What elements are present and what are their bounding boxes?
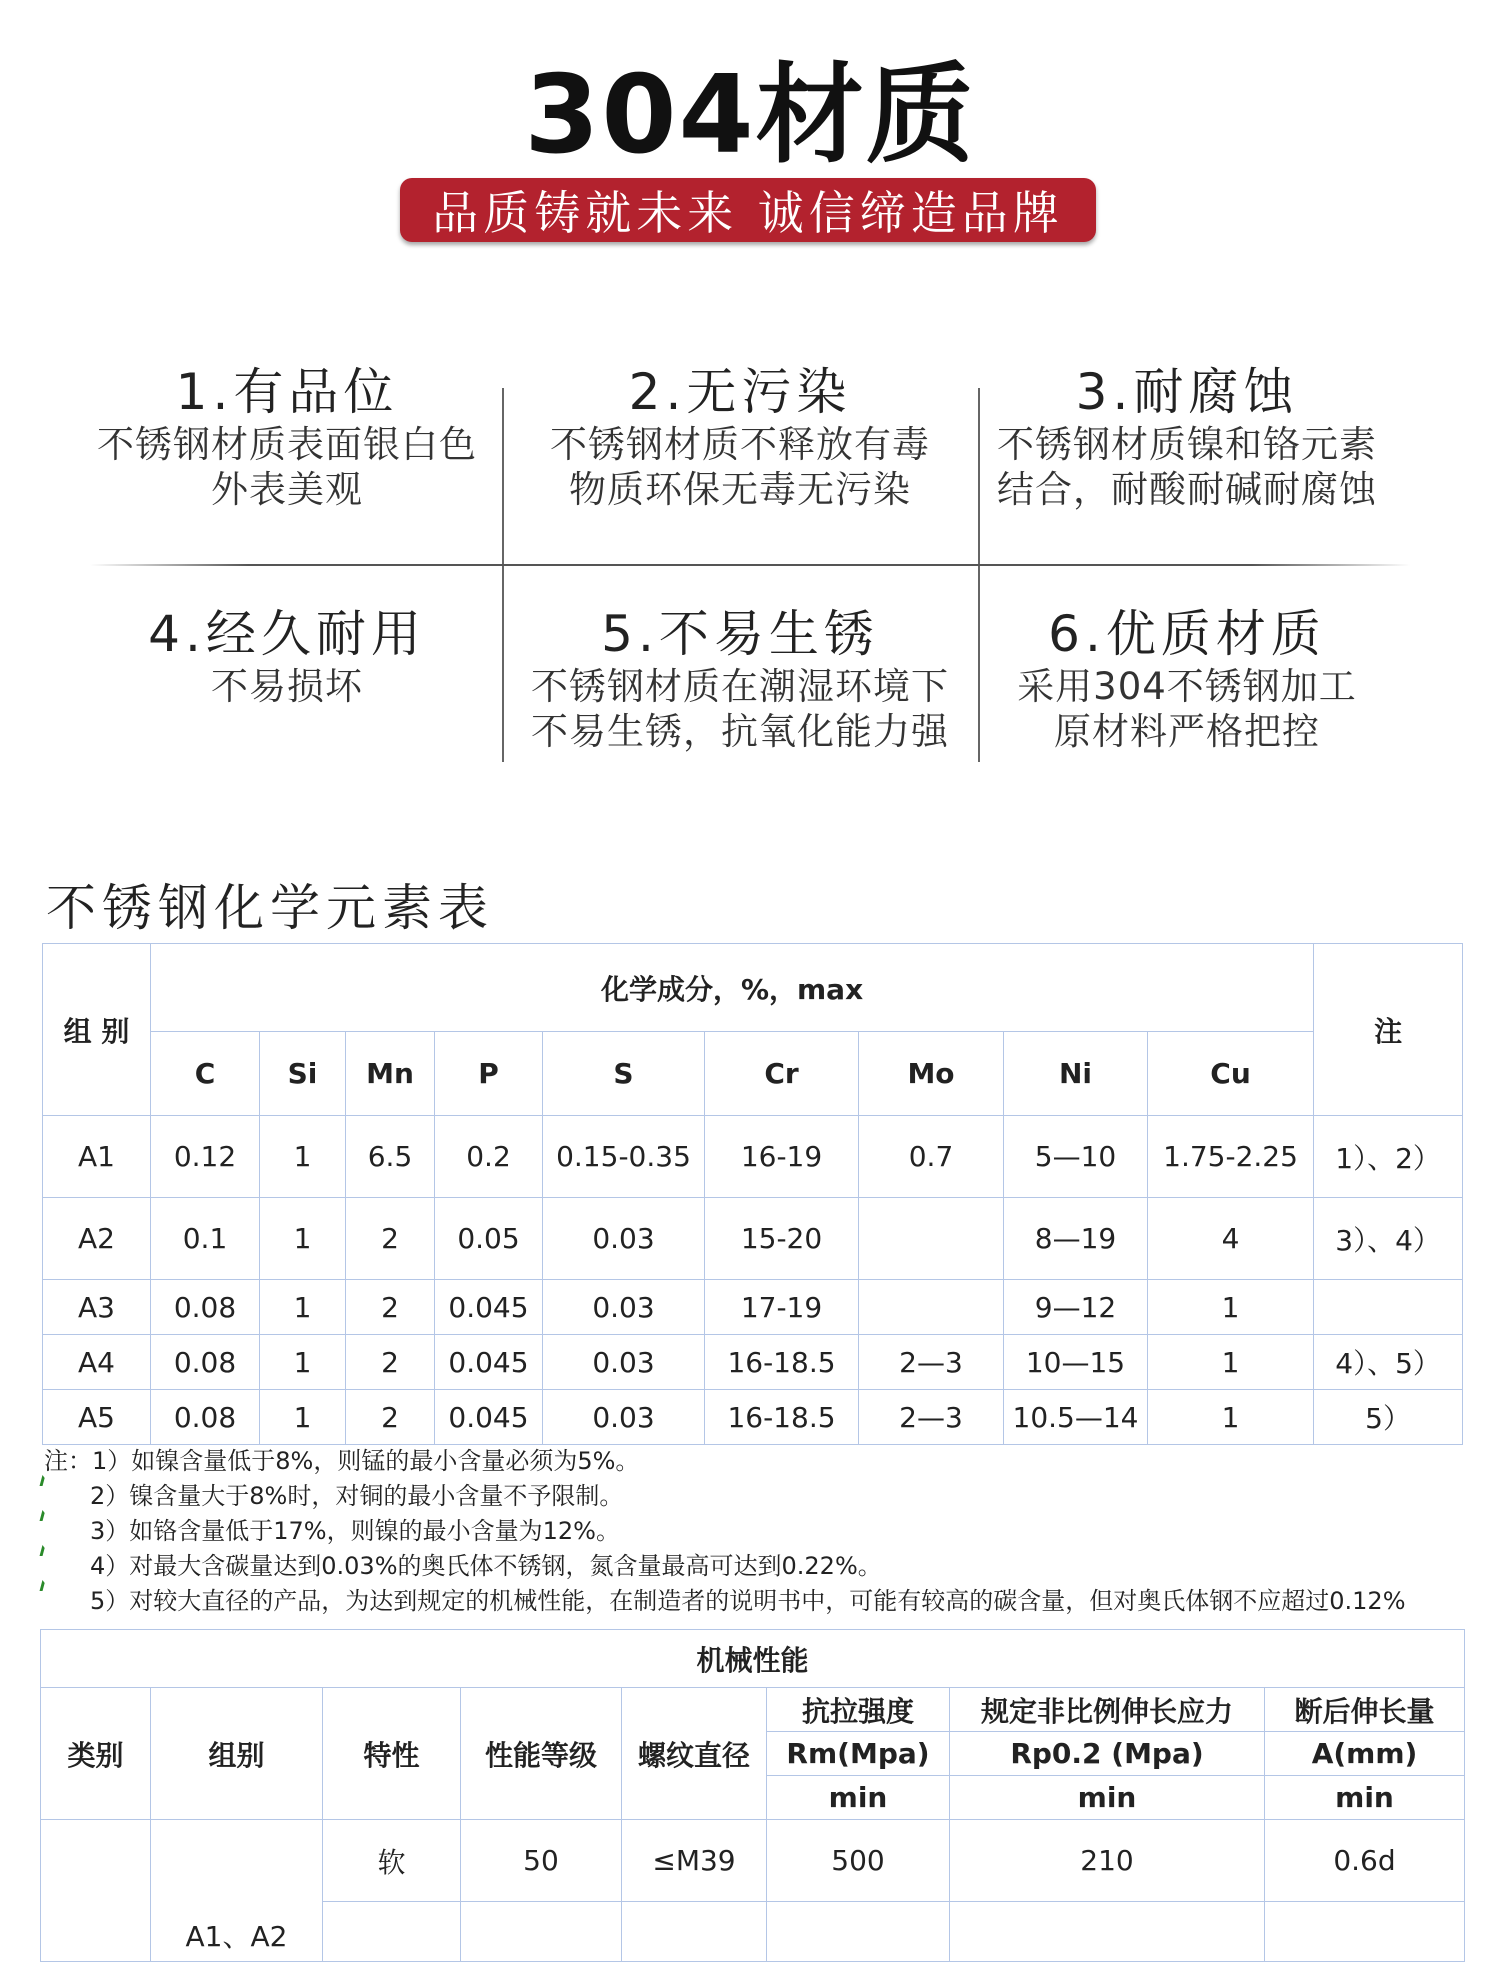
cell-note (1314, 1280, 1463, 1335)
cell-group: A4 (43, 1335, 151, 1390)
table-cell: 50 (461, 1820, 622, 1902)
header-element: S (543, 1032, 705, 1116)
header-min: min (767, 1776, 950, 1820)
table-cell: 1 (260, 1198, 346, 1280)
table-cell: 0.08 (151, 1390, 260, 1445)
table-cell: 0.08 (151, 1280, 260, 1335)
header-thread: 螺纹直径 (622, 1688, 767, 1820)
cell-group: A1 (43, 1116, 151, 1198)
header-element: P (435, 1032, 543, 1116)
table-row (43, 1116, 1463, 1198)
table-cell (859, 1280, 1004, 1335)
footnote-text: 4）对最大含碳量达到0.03%的奥氏体不锈钢，氮含量最高可达到0.22%。 (90, 1552, 882, 1580)
table-cell: 0.05 (435, 1198, 543, 1280)
table-cell: 0.045 (435, 1390, 543, 1445)
table-row (43, 1335, 1463, 1390)
table-row (43, 1198, 1463, 1280)
table-cell (622, 1902, 767, 1962)
table-cell: 0.03 (543, 1280, 705, 1335)
feature-desc: 不锈钢材质镍和铬元素 (997, 423, 1377, 466)
table-cell: 0.03 (543, 1335, 705, 1390)
table-cell: 16-18.5 (705, 1335, 859, 1390)
table-cell: 2 (346, 1390, 435, 1445)
table-cell: 1 (260, 1116, 346, 1198)
table-cell: 软 (323, 1820, 461, 1902)
table-cell: 2 (346, 1335, 435, 1390)
table-cell (1265, 1902, 1465, 1962)
header-yield: 规定非比例伸长应力 (950, 1688, 1265, 1732)
header-min: min (1265, 1776, 1465, 1820)
feature-title: 1.有品位 (175, 363, 399, 421)
table-cell: 0.7 (859, 1116, 1004, 1198)
grid-divider-horizontal (90, 564, 1410, 566)
chem-section-title: 不锈钢化学元素表 (46, 879, 494, 937)
header-element: Si (260, 1032, 346, 1116)
feature-item (515, 362, 965, 512)
header-element: Cr (705, 1032, 859, 1116)
table-cell: 1 (1148, 1280, 1314, 1335)
footnote-line (44, 1549, 1406, 1584)
table-cell: 9—12 (1004, 1280, 1148, 1335)
header-min: min (950, 1776, 1265, 1820)
header-yield-unit: Rp0.2 (Mpa) (950, 1732, 1265, 1776)
footnote-text: 3）如铬含量低于17%，则镍的最小含量为12%。 (90, 1517, 620, 1545)
table-cell: 0.03 (543, 1198, 705, 1280)
table-cell: 16-18.5 (705, 1390, 859, 1445)
cell-group: A5 (43, 1390, 151, 1445)
table-row (43, 1390, 1463, 1445)
feature-desc: 原材料严格把控 (1054, 710, 1320, 753)
green-mark-icon (40, 1475, 54, 1486)
chem-element-table (42, 943, 1463, 1445)
table-cell: 0.15-0.35 (543, 1116, 705, 1198)
table-cell: 1 (1148, 1390, 1314, 1445)
table-cell: 8—19 (1004, 1198, 1148, 1280)
table-cell: 2 (346, 1280, 435, 1335)
table-cell: 0.1 (151, 1198, 260, 1280)
feature-desc: 采用304不锈钢加工 (1017, 665, 1357, 708)
feature-desc: 不锈钢材质不释放有毒 (550, 423, 930, 466)
header-element: Mn (346, 1032, 435, 1116)
cell-category (41, 1820, 151, 1962)
header-category: 类别 (41, 1688, 151, 1820)
table-cell: 0.045 (435, 1335, 543, 1390)
cell-note: 4）、5） (1314, 1335, 1463, 1390)
green-mark-icon (40, 1510, 54, 1521)
feature-desc: 不锈钢材质在潮湿环境下 (531, 665, 949, 708)
header-element: C (151, 1032, 260, 1116)
footnote-line (44, 1584, 1406, 1619)
table-cell: 1 (1148, 1335, 1314, 1390)
footnotes (44, 1444, 1406, 1619)
table-cell: 1.75-2.25 (1148, 1116, 1314, 1198)
slogan-text: 品质铸就未来 诚信缔造品牌 (432, 186, 1064, 240)
feature-desc: 不易生锈，抗氧化能力强 (531, 710, 949, 753)
feature-desc: 外表美观 (211, 468, 363, 511)
table-row (43, 1280, 1463, 1335)
table-cell: 15-20 (705, 1198, 859, 1280)
header-element: Cu (1148, 1032, 1314, 1116)
feature-item (515, 604, 965, 754)
feature-item (62, 604, 512, 709)
header-element: Mo (859, 1032, 1004, 1116)
table-cell: 4 (1148, 1198, 1314, 1280)
footnote-line (44, 1479, 1406, 1514)
header-element: Ni (1004, 1032, 1148, 1116)
header-group: 组 别 (43, 944, 151, 1116)
table-cell: 2—3 (859, 1335, 1004, 1390)
table-cell: 0.03 (543, 1390, 705, 1445)
feature-title: 5.不易生锈 (601, 605, 879, 663)
table-cell: 16-19 (705, 1116, 859, 1198)
feature-title: 3.耐腐蚀 (1075, 363, 1299, 421)
header-property: 特性 (323, 1688, 461, 1820)
footnote-line: 注：1）如镍含量低于8%，则锰的最小含量必须为5%。 (44, 1447, 640, 1475)
feature-title: 2.无污染 (628, 363, 852, 421)
header-note: 注 (1314, 944, 1463, 1116)
table-cell: 6.5 (346, 1116, 435, 1198)
table-cell: 500 (767, 1820, 950, 1902)
table-cell: 1 (260, 1390, 346, 1445)
green-mark-icon (40, 1580, 54, 1591)
footnote-text: 5）对较大直径的产品，为达到规定的机械性能，在制造者的说明书中，可能有较高的碳含量，但对奥氏体钢不应超过0.12% (90, 1587, 1406, 1615)
table-cell: 2 (346, 1198, 435, 1280)
table-cell (767, 1902, 950, 1962)
mechanical-properties-table (40, 1629, 1465, 1962)
table-cell: 2—3 (859, 1390, 1004, 1445)
table-cell: 1 (260, 1335, 346, 1390)
footnote-line (44, 1514, 1406, 1549)
cell-group: A1、A2 (151, 1820, 323, 1962)
feature-item (62, 362, 512, 512)
header-grade: 性能等级 (461, 1688, 622, 1820)
feature-desc: 不锈钢材质表面银白色 (97, 423, 477, 466)
header-composition: 化学成分，%，max (151, 944, 1314, 1032)
feature-title: 4.经久耐用 (148, 605, 426, 663)
cell-group: A2 (43, 1198, 151, 1280)
table-cell: 0.12 (151, 1116, 260, 1198)
cell-group: A3 (43, 1280, 151, 1335)
table-cell: 0.045 (435, 1280, 543, 1335)
table-cell: 0.08 (151, 1335, 260, 1390)
mech-table-title: 机械性能 (41, 1630, 1465, 1688)
feature-item (962, 362, 1412, 512)
table-cell: 10.5—14 (1004, 1390, 1148, 1445)
table-cell: 1 (260, 1280, 346, 1335)
feature-desc: 物质环保无毒无污染 (569, 468, 911, 511)
table-cell: ≤M39 (622, 1820, 767, 1902)
feature-desc: 不易损坏 (211, 665, 363, 708)
cell-note: 1）、2） (1314, 1116, 1463, 1198)
cell-note: 5） (1314, 1390, 1463, 1445)
table-cell (323, 1902, 461, 1962)
cell-note: 3）、4） (1314, 1198, 1463, 1280)
table-cell: 10—15 (1004, 1335, 1148, 1390)
header-tensile-unit: Rm(Mpa) (767, 1732, 950, 1776)
table-cell: 17-19 (705, 1280, 859, 1335)
table-cell: 210 (950, 1820, 1265, 1902)
table-cell (859, 1198, 1004, 1280)
feature-title: 6.优质材质 (1048, 605, 1326, 663)
slogan-banner (400, 178, 1096, 242)
header-tensile: 抗拉强度 (767, 1688, 950, 1732)
feature-item (962, 604, 1412, 754)
table-cell: 5—10 (1004, 1116, 1148, 1198)
table-cell: 0.2 (435, 1116, 543, 1198)
table-row (41, 1820, 1465, 1902)
page-title: 304材质 (524, 53, 976, 178)
header-elongation: 断后伸长量 (1265, 1688, 1465, 1732)
footnote-text: 2）镍含量大于8%时，对铜的最小含量不予限制。 (90, 1482, 624, 1510)
table-cell: 0.6d (1265, 1820, 1465, 1902)
green-mark-icon (40, 1545, 54, 1556)
header-group: 组别 (151, 1688, 323, 1820)
header-elongation-unit: A(mm) (1265, 1732, 1465, 1776)
feature-desc: 结合，耐酸耐碱耐腐蚀 (997, 468, 1377, 511)
table-cell (950, 1902, 1265, 1962)
table-cell (461, 1902, 622, 1962)
